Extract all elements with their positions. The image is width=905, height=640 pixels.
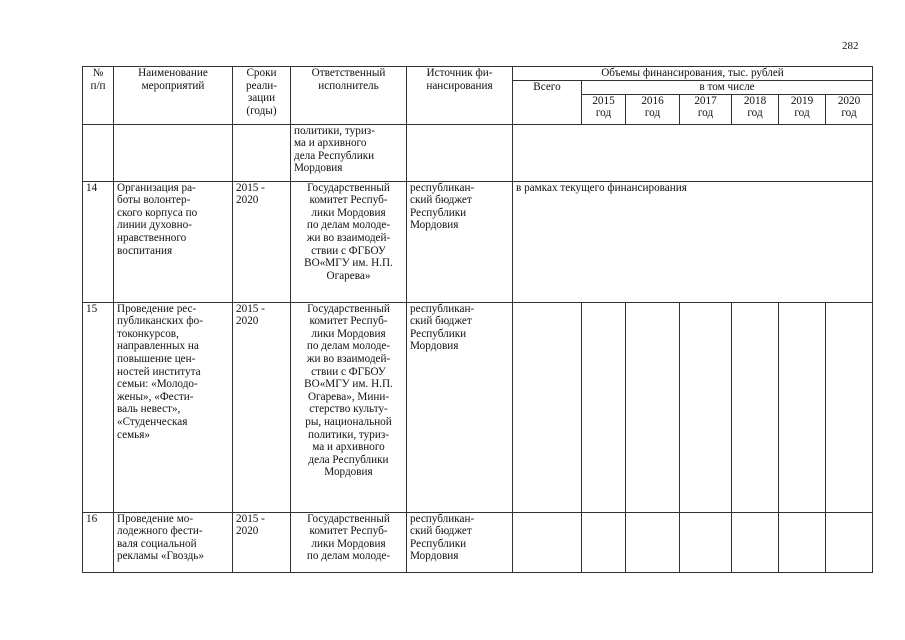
row-year-2019 [779, 512, 826, 572]
row-num: 14 [83, 181, 114, 302]
row-num: 16 [83, 512, 114, 572]
row-source: республикан- ский бюджет Республики Мордовия [407, 302, 513, 512]
header-term: Сроки реали- зации (годы) [233, 67, 291, 125]
table-row [83, 181, 873, 302]
header-year-2017: 2017 год [680, 94, 732, 124]
row-year-2015 [582, 302, 626, 512]
header-year-2018: 2018 год [732, 94, 779, 124]
header-year-2020: 2020 год [826, 94, 873, 124]
row-year-2020 [826, 512, 873, 572]
row-name: Организация ра- боты волонтер- ского корпуса по линии духовно- нравственного воспитания [114, 181, 233, 302]
row-year-2018 [732, 512, 779, 572]
row-year-2020 [826, 302, 873, 512]
header-source: Источник фи- нансирования [407, 67, 513, 125]
header-year-2016: 2016 год [626, 94, 680, 124]
row-term: 2015 - 2020 [233, 512, 291, 572]
row-total [513, 512, 582, 572]
row-term: 2015 - 2020 [233, 302, 291, 512]
row-year-2015 [582, 512, 626, 572]
header-num: № п/п [83, 67, 114, 125]
row-year-2018 [732, 302, 779, 512]
header-year-2015: 2015 год [582, 94, 626, 124]
row-year-2016 [626, 512, 680, 572]
row-year-2016 [626, 302, 680, 512]
row-source [407, 124, 513, 181]
row-year-2019 [779, 302, 826, 512]
funding-table [82, 66, 873, 573]
page-number: 282 [842, 40, 859, 52]
row-term [233, 124, 291, 181]
row-num [83, 124, 114, 181]
row-funding [513, 124, 873, 181]
header-including: в том числе [582, 80, 873, 94]
header-year-2019: 2019 год [779, 94, 826, 124]
row-year-2017 [680, 302, 732, 512]
row-source: республикан- ский бюджет Республики Мордовия [407, 181, 513, 302]
header-name: Наименование мероприятий [114, 67, 233, 125]
row-term: 2015 - 2020 [233, 181, 291, 302]
row-executor: Государственный комитет Респуб- лики Мордовия по делам молоде- [291, 512, 407, 572]
header-funding-title: Объемы финансирования, тыс. рублей [513, 67, 873, 81]
table-row [83, 512, 873, 572]
row-executor: политики, туриз- ма и архивного дела Республики Мордовия [291, 124, 407, 181]
row-funding-note: в рамках текущего финансирования [513, 181, 873, 302]
header-total: Всего [513, 80, 582, 124]
header-executor: Ответственный исполнитель [291, 67, 407, 125]
row-name: Проведение рес- публиканских фо- токонкурсов, направленных на повышение цен- ностей института семьи: «Молодо- жены», «Фести- валь невест», «Студенческая семья» [114, 302, 233, 512]
row-executor: Государственный комитет Респуб- лики Мордовия по делам молоде- жи во взаимодей- ствии с ФГБОУ ВО«МГУ им. Н.П. Огарева», Мини- стерство культу- ры, национальной политики, туриз- ма и архивного дела Республики Мордовия [291, 302, 407, 512]
row-name [114, 124, 233, 181]
row-executor: Государственный комитет Респуб- лики Мордовия по делам молоде- жи во взаимодей- ствии с ФГБОУ ВО«МГУ им. Н.П. Огарева» [291, 181, 407, 302]
table-row [83, 302, 873, 512]
row-total [513, 302, 582, 512]
table-row [83, 124, 873, 181]
row-num: 15 [83, 302, 114, 512]
row-name: Проведение мо- лодежного фести- валя социальной рекламы «Гвоздь» [114, 512, 233, 572]
row-source: республикан- ский бюджет Республики Мордовия [407, 512, 513, 572]
row-year-2017 [680, 512, 732, 572]
